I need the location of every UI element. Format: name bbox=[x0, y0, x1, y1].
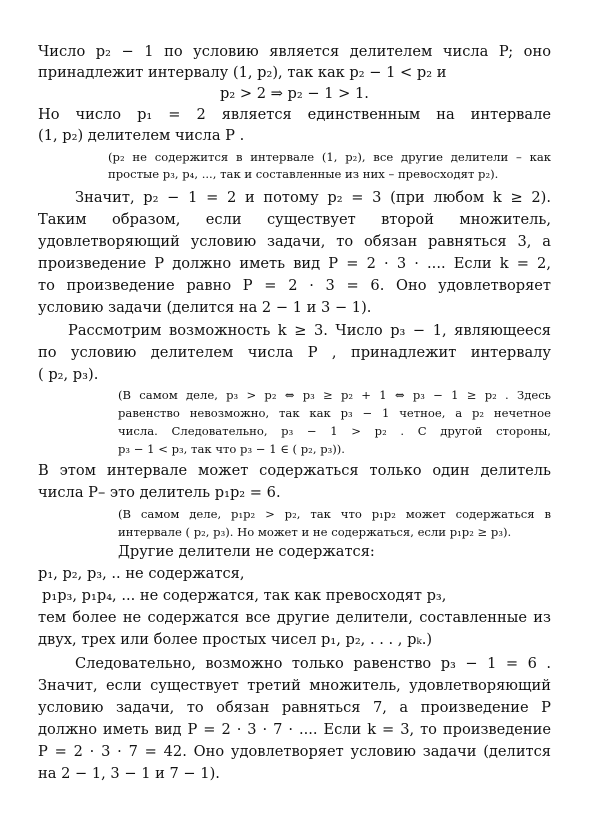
text-line: Рассмотрим возможность k ≥ 3. Число p₃ − 1, являющееся bbox=[68, 322, 551, 339]
text-line: Число p₂ − 1 по условию является делителем числа P; оно bbox=[38, 43, 551, 60]
text-line: Но число p₁ = 2 является единственным на интервале bbox=[38, 106, 551, 123]
text-line: (1, p₂) делителем числа P . bbox=[38, 127, 245, 144]
note-line: p₃ − 1 < p₃, так что p₃ − 1 ∈ ( p₂, p₃)). bbox=[118, 442, 345, 456]
formula-line: p₂ > 2 ⇒ p₂ − 1 > 1. bbox=[220, 85, 369, 102]
text-line: Значит, p₂ − 1 = 2 и потому p₂ = 3 (при любом k ≥ 2). bbox=[75, 189, 551, 206]
text-line: то произведение равно P = 2 · 3 = 6. Оно удовлетворяет bbox=[38, 277, 551, 294]
text-line: P = 2 · 3 · 7 = 42. Оно удовлетворяет условию задачи (делится bbox=[38, 743, 551, 760]
text-line: В этом интервале может содержаться только один делитель bbox=[38, 462, 551, 479]
note-line: (p₂ не содержится в интервале (1, p₂), все другие делители – как bbox=[108, 150, 551, 164]
text-line: двух, трех или более простых чисел p₁, p₂, . . . , pₖ.) bbox=[38, 631, 433, 648]
text-line: Таким образом, если существует второй множитель, bbox=[38, 211, 551, 228]
note-line: (В самом деле, p₁p₂ > p₂, так что p₁p₂ может содержаться в bbox=[118, 507, 551, 521]
text-line: тем более не содержатся все другие делители, составленные из bbox=[38, 609, 551, 626]
text-line: на 2 − 1, 3 − 1 и 7 − 1). bbox=[38, 765, 220, 782]
text-line: принадлежит интервалу (1, p₂), так как p₂ − 1 < p₂ и bbox=[38, 64, 447, 81]
text-line: по условию делителем числа P , принадлежит интервалу bbox=[38, 344, 551, 361]
text-line: p₁, p₂, p₃, .. не содержатся, bbox=[38, 565, 245, 582]
text-line: удовлетворяющий условию задачи, то обязан равняться 3, а bbox=[38, 233, 551, 250]
text-line: Значит, если существует третий множитель, удовлетворяющий bbox=[38, 677, 551, 694]
text-line: должно иметь вид P = 2 · 3 · 7 · .... Если k = 3, то произведение bbox=[38, 721, 551, 738]
text-line: условию задачи (делится на 2 − 1 и 3 − 1). bbox=[38, 299, 372, 316]
text-line: условию задачи, то обязан равняться 7, а произведение P bbox=[38, 699, 551, 716]
text-line: p₁p₃, p₁p₄, ... не содержатся, так как превосходят p₃, bbox=[42, 587, 447, 604]
text-line: числа P– это делитель p₁p₂ = 6. bbox=[38, 484, 281, 501]
text-line: ( p₂, p₃). bbox=[38, 366, 99, 383]
text-line: произведение P должно иметь вид P = 2 · 3 · .... Если k = 2, bbox=[38, 255, 551, 272]
text-line: Следовательно, возможно только равенство p₃ − 1 = 6 . bbox=[75, 655, 551, 672]
note-line: числа. Следовательно, p₃ − 1 > p₂ . С другой стороны, bbox=[118, 424, 551, 438]
note-line: интервале ( p₂, p₃). Но может и не содержаться, если p₁p₂ ≥ p₃). bbox=[118, 525, 512, 539]
note-line: простые p₃, p₄, ..., так и составленные из них – превосходят p₂). bbox=[108, 167, 499, 181]
note-line: равенство невозможно, так как p₃ − 1 четное, а p₂ нечетное bbox=[118, 406, 551, 420]
text-line: Другие делители не содержатся: bbox=[118, 543, 375, 560]
note-line: (В самом деле, p₃ > p₂ ⇔ p₃ ≥ p₂ + 1 ⇔ p₃ − 1 ≥ p₂ . Здесь bbox=[118, 388, 551, 402]
